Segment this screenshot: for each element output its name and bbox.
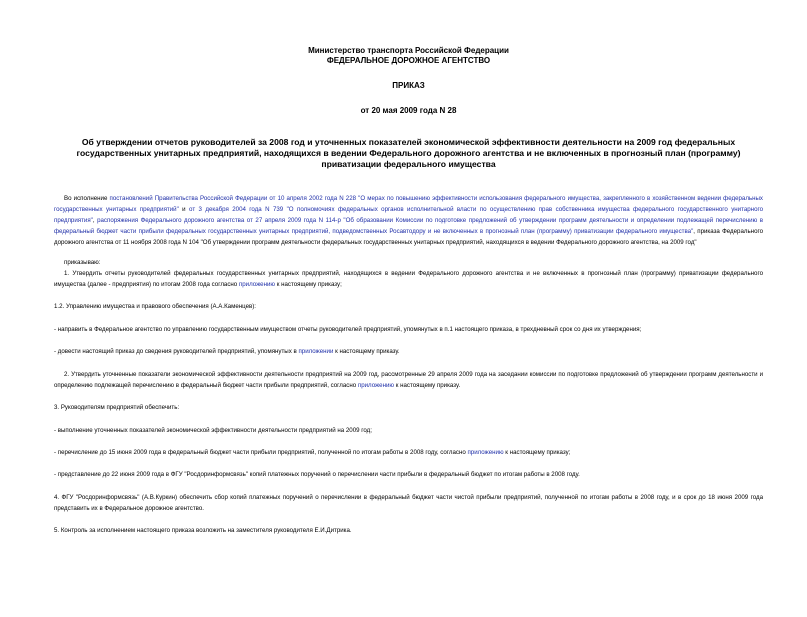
agency-name: ФЕДЕРАЛЬНОЕ ДОРОЖНОЕ АГЕНТСТВО	[326, 56, 491, 65]
preamble-text-1: Во исполнение	[64, 194, 110, 202]
link-order-114r[interactable]: распоряжения Федерального дорожного агентства от 27 апреля 2009 года N 114-р "Об образовании Комиссии по подготовке предложений об утверждении программ деятельности и определении подлежащей перечислению в федеральный бюджет части прибыли федеральных государственных унитарных предприятий, подведомственных Росавтодору и не включенных в прогнозный план (программу) приватизации федерального имущества"	[54, 217, 763, 236]
document-page	[0, 46, 807, 617]
preamble-text-4: , приказа Федерального дорожного агентства от 11 ноября 2008 года N 104 "Об утверждении программ деятельности федеральных государственных унитарных предприятий, находящихся в ведении Федерального дорожного агентства, на 2009 год"	[54, 228, 763, 247]
item-1-2-b-text: - довести настоящий приказ до сведения руководителей предприятий, упомянутых в	[54, 348, 299, 356]
item-5: 5. Контроль за исполнением настоящего приказа возложить на заместителя руководителя Е.И.Дитрика.	[54, 527, 352, 535]
document-title: Об утверждении отчетов руководителей за 2008 год и уточненных показателей экономической эффективности деятельности на 2009 год федеральных государственных унитарных предприятий, находящихся в ведении Федерального дорожного агентства и не включенных в прогнозный план (программу) приватизации федерального имущества	[76, 137, 741, 170]
decree-word: приказываю:	[64, 258, 101, 266]
item-3-a: - выполнение уточненных показателей экономической эффективности деятельности предприятий на 2009 год;	[54, 426, 372, 434]
link-appendix[interactable]: приложению	[238, 281, 276, 289]
document-type: ПРИКАЗ	[392, 81, 425, 90]
document-header	[54, 46, 763, 116]
item-2	[54, 369, 763, 391]
preamble-paragraph	[54, 193, 763, 249]
item-2-text-end: к настоящему приказу.	[394, 381, 461, 389]
preamble-text-2: и	[178, 205, 190, 213]
item-1-text: 1. Утвердить отчеты руководителей федеральных государственных унитарных предприятий, находящихся в ведении Федерального дорожного агентства и не включенных в прогнозный план (программу) приватизации федерального имущества (далее - предприятия) по итогам 2008 года согласно	[54, 269, 763, 289]
item-1-2-b-text-end: к настоящему приказу.	[333, 348, 400, 356]
document-body	[54, 193, 763, 537]
item-1-2-a: - направить в Федеральное агентство по управлению государственным имуществом отчеты руководителей предприятий, упомянутых в п.1 настоящего приказа, в трехдневный срок со дня их утверждения;	[54, 325, 642, 333]
item-3-c: - представление до 22 июня 2009 года в ФГУ "Росдоринформсвязь" копий платежных поручений о перечислении части прибыли в федеральный бюджет по итогам работы в 2008 году.	[54, 471, 580, 479]
item-3-b	[54, 447, 763, 458]
document-date-number: от 20 мая 2009 года N 28	[360, 106, 457, 115]
item-3-b-text: - перечисление до 15 июня 2009 года в федеральный бюджет части прибыли предприятий, полученной по итогам работы в 2008 году, согласно	[54, 448, 468, 456]
link-government-decree-739[interactable]: от 3 декабря 2004 года N 739 "О полномочиях федеральных органов исполнительной власти по осуществлению прав собственника имущества федерального государственного унитарного предприятия"	[54, 205, 763, 225]
item-3-b-text-end: к настоящему приказу;	[503, 448, 571, 456]
item-1-2: 1.2. Управлению имущества и правового обеспечения (А.А.Каменцев):	[54, 303, 256, 311]
item-4: 4. ФГУ "Росдоринформсвязь" (А.В.Куркин) обеспечить сбор копий платежных поручений о перечислении в федеральный бюджет части чистой прибыли предприятий, полученной по итогам работы в 2008 году, и в срок до 18 июня 2009 года представить их в Федеральное дорожное агентство.	[54, 493, 763, 512]
item-1-2-b	[54, 346, 763, 357]
preamble-text-3: ,	[92, 217, 98, 225]
item-2-text: 2. Утвердить уточненные показатели экономической эффективности деятельности предприятий на 2009 год, рассмотренные 29 апреля 2009 года на заседании комиссии по подготовке предложений об утверждении программ деятельности и определению подлежащей перечислению в федеральный бюджет части прибыли предприятий, согласно	[54, 370, 763, 389]
item-1-text-end: к настоящему приказу;	[275, 281, 342, 289]
item-3: 3. Руководителям предприятий обеспечить:	[54, 404, 180, 412]
link-appendix[interactable]: приложении	[298, 348, 334, 356]
link-government-decree-228[interactable]: постановлений Правительства Российской Федерации от 10 апреля 2002 года N 228 "О мерах по повышению эффективности использования федерального имущества, закрепленного в хозяйственном ведении федеральных государственных унитарных предприятий"	[54, 194, 763, 213]
item-1	[54, 268, 763, 290]
link-appendix[interactable]: приложению	[467, 448, 504, 456]
link-appendix[interactable]: приложению	[357, 381, 394, 389]
ministry-name: Министерство транспорта Российской Федерации	[308, 46, 509, 55]
